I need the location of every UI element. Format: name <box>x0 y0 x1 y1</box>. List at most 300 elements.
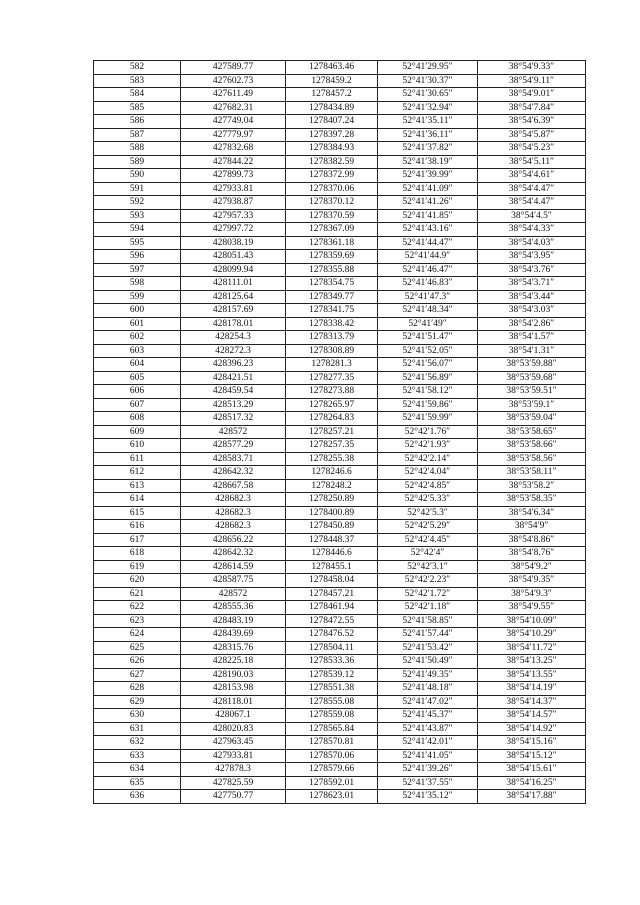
latitude-cell: 52°41′41.85″ <box>378 209 478 223</box>
longitude-cell: 38°54′6.39″ <box>478 115 586 129</box>
latitude-cell: 52°41′32.94″ <box>378 101 478 115</box>
x-coordinate-cell: 428682.3 <box>181 506 286 520</box>
point-number-cell: 600 <box>94 304 181 318</box>
table-row <box>94 142 586 156</box>
latitude-cell: 52°41′47.3″ <box>378 290 478 304</box>
latitude-cell: 52°42′1.76″ <box>378 425 478 439</box>
x-coordinate-cell: 428038.19 <box>181 236 286 250</box>
longitude-cell: 38°54′15.12″ <box>478 749 586 763</box>
table-row <box>94 614 586 628</box>
table-row <box>94 601 586 615</box>
longitude-cell: 38°54′16.25″ <box>478 776 586 790</box>
longitude-cell: 38°54′11.72″ <box>478 641 586 655</box>
x-coordinate-cell: 428153.98 <box>181 682 286 696</box>
table-row <box>94 61 586 75</box>
y-coordinate-cell: 1278472.55 <box>286 614 378 628</box>
latitude-cell: 52°41′44.47″ <box>378 236 478 250</box>
x-coordinate-cell: 428642.32 <box>181 547 286 561</box>
point-number-cell: 584 <box>94 88 181 102</box>
latitude-cell: 52°41′44.9″ <box>378 250 478 264</box>
y-coordinate-cell: 1278539.12 <box>286 668 378 682</box>
longitude-cell: 38°54′9.2″ <box>478 560 586 574</box>
longitude-cell: 38°54′15.61″ <box>478 763 586 777</box>
latitude-cell: 52°41′48.18″ <box>378 682 478 696</box>
x-coordinate-cell: 428118.01 <box>181 695 286 709</box>
table-row <box>94 547 586 561</box>
point-number-cell: 591 <box>94 182 181 196</box>
table-row <box>94 560 586 574</box>
y-coordinate-cell: 1278592.01 <box>286 776 378 790</box>
y-coordinate-cell: 1278349.77 <box>286 290 378 304</box>
latitude-cell: 52°41′41.05″ <box>378 749 478 763</box>
latitude-cell: 52°42′4″ <box>378 547 478 561</box>
y-coordinate-cell: 1278397.28 <box>286 128 378 142</box>
table-row <box>94 736 586 750</box>
longitude-cell: 38°54′10.29″ <box>478 628 586 642</box>
longitude-cell: 38°54′2.86″ <box>478 317 586 331</box>
table-row <box>94 722 586 736</box>
table-row <box>94 709 586 723</box>
latitude-cell: 52°41′56.07″ <box>378 358 478 372</box>
point-number-cell: 636 <box>94 790 181 804</box>
longitude-cell: 38°54′9.35″ <box>478 574 586 588</box>
longitude-cell: 38°54′3.03″ <box>478 304 586 318</box>
y-coordinate-cell: 1278458.04 <box>286 574 378 588</box>
longitude-cell: 38°54′14.57″ <box>478 709 586 723</box>
latitude-cell: 52°41′48.34″ <box>378 304 478 318</box>
x-coordinate-cell: 427825.59 <box>181 776 286 790</box>
latitude-cell: 52°41′37.82″ <box>378 142 478 156</box>
y-coordinate-cell: 1278450.89 <box>286 520 378 534</box>
latitude-cell: 52°41′30.37″ <box>378 74 478 88</box>
x-coordinate-cell: 427602.73 <box>181 74 286 88</box>
x-coordinate-cell: 427938.87 <box>181 196 286 210</box>
longitude-cell: 38°54′9.01″ <box>478 88 586 102</box>
longitude-cell: 38°53′59.1″ <box>478 398 586 412</box>
point-number-cell: 595 <box>94 236 181 250</box>
longitude-cell: 38°54′8.86″ <box>478 533 586 547</box>
y-coordinate-cell: 1278359.69 <box>286 250 378 264</box>
table-row <box>94 223 586 237</box>
table-row <box>94 128 586 142</box>
longitude-cell: 38°53′58.35″ <box>478 493 586 507</box>
latitude-cell: 52°41′29.95″ <box>378 61 478 75</box>
table-row <box>94 412 586 426</box>
longitude-cell: 38°54′8.76″ <box>478 547 586 561</box>
latitude-cell: 52°41′39.26″ <box>378 763 478 777</box>
x-coordinate-cell: 427899.73 <box>181 169 286 183</box>
y-coordinate-cell: 1278400.89 <box>286 506 378 520</box>
table-row <box>94 236 586 250</box>
point-number-cell: 599 <box>94 290 181 304</box>
table-row <box>94 304 586 318</box>
longitude-cell: 38°54′13.55″ <box>478 668 586 682</box>
table-row <box>94 439 586 453</box>
point-number-cell: 632 <box>94 736 181 750</box>
point-number-cell: 604 <box>94 358 181 372</box>
table-row <box>94 263 586 277</box>
table-row <box>94 587 586 601</box>
longitude-cell: 38°54′9.11″ <box>478 74 586 88</box>
x-coordinate-cell: 427997.72 <box>181 223 286 237</box>
latitude-cell: 52°41′58.85″ <box>378 614 478 628</box>
x-coordinate-cell: 428157.69 <box>181 304 286 318</box>
x-coordinate-cell: 428439.69 <box>181 628 286 642</box>
x-coordinate-cell: 427750.77 <box>181 790 286 804</box>
latitude-cell: 52°41′43.87″ <box>378 722 478 736</box>
table-row <box>94 479 586 493</box>
table-row <box>94 155 586 169</box>
longitude-cell: 38°53′59.51″ <box>478 385 586 399</box>
table-row <box>94 290 586 304</box>
y-coordinate-cell: 1278623.01 <box>286 790 378 804</box>
point-number-cell: 621 <box>94 587 181 601</box>
y-coordinate-cell: 1278372.99 <box>286 169 378 183</box>
longitude-cell: 38°54′3.76″ <box>478 263 586 277</box>
latitude-cell: 52°41′46.47″ <box>378 263 478 277</box>
point-number-cell: 607 <box>94 398 181 412</box>
point-number-cell: 613 <box>94 479 181 493</box>
x-coordinate-cell: 427957.33 <box>181 209 286 223</box>
longitude-cell: 38°54′17.88″ <box>478 790 586 804</box>
latitude-cell: 52°41′45.37″ <box>378 709 478 723</box>
table-row <box>94 196 586 210</box>
longitude-cell: 38°54′5.87″ <box>478 128 586 142</box>
y-coordinate-cell: 1278248.2 <box>286 479 378 493</box>
longitude-cell: 38°54′3.95″ <box>478 250 586 264</box>
table-row <box>94 331 586 345</box>
latitude-cell: 52°42′4.04″ <box>378 466 478 480</box>
x-coordinate-cell: 428587.75 <box>181 574 286 588</box>
table-row <box>94 277 586 291</box>
table-row <box>94 749 586 763</box>
longitude-cell: 38°53′58.11″ <box>478 466 586 480</box>
longitude-cell: 38°54′9.33″ <box>478 61 586 75</box>
x-coordinate-cell: 428396.23 <box>181 358 286 372</box>
y-coordinate-cell: 1278338.42 <box>286 317 378 331</box>
latitude-cell: 52°41′57.44″ <box>378 628 478 642</box>
y-coordinate-cell: 1278273.88 <box>286 385 378 399</box>
table-row <box>94 628 586 642</box>
y-coordinate-cell: 1278570.06 <box>286 749 378 763</box>
y-coordinate-cell: 1278459.2 <box>286 74 378 88</box>
y-coordinate-cell: 1278370.59 <box>286 209 378 223</box>
x-coordinate-cell: 428099.94 <box>181 263 286 277</box>
table-row <box>94 317 586 331</box>
table-row <box>94 466 586 480</box>
longitude-cell: 38°53′58.56″ <box>478 452 586 466</box>
y-coordinate-cell: 1278257.35 <box>286 439 378 453</box>
point-number-cell: 617 <box>94 533 181 547</box>
x-coordinate-cell: 428272.3 <box>181 344 286 358</box>
latitude-cell: 52°42′1.18″ <box>378 601 478 615</box>
latitude-cell: 52°42′5.29″ <box>378 520 478 534</box>
y-coordinate-cell: 1278370.12 <box>286 196 378 210</box>
latitude-cell: 52°41′52.05″ <box>378 344 478 358</box>
longitude-cell: 38°53′59.68″ <box>478 371 586 385</box>
longitude-cell: 38°54′4.47″ <box>478 196 586 210</box>
x-coordinate-cell: 428315.76 <box>181 641 286 655</box>
y-coordinate-cell: 1278281.3 <box>286 358 378 372</box>
coordinates-table <box>93 60 586 804</box>
table-row <box>94 668 586 682</box>
y-coordinate-cell: 1278277.35 <box>286 371 378 385</box>
point-number-cell: 629 <box>94 695 181 709</box>
point-number-cell: 597 <box>94 263 181 277</box>
x-coordinate-cell: 428254.3 <box>181 331 286 345</box>
y-coordinate-cell: 1278446.6 <box>286 547 378 561</box>
point-number-cell: 593 <box>94 209 181 223</box>
x-coordinate-cell: 428051.43 <box>181 250 286 264</box>
y-coordinate-cell: 1278355.88 <box>286 263 378 277</box>
x-coordinate-cell: 428572 <box>181 587 286 601</box>
latitude-cell: 52°41′53.42″ <box>378 641 478 655</box>
point-number-cell: 605 <box>94 371 181 385</box>
latitude-cell: 52°41′41.09″ <box>378 182 478 196</box>
x-coordinate-cell: 427844.22 <box>181 155 286 169</box>
y-coordinate-cell: 1278448.37 <box>286 533 378 547</box>
y-coordinate-cell: 1278361.18 <box>286 236 378 250</box>
x-coordinate-cell: 428483.19 <box>181 614 286 628</box>
longitude-cell: 38°54′4.03″ <box>478 236 586 250</box>
y-coordinate-cell: 1278533.36 <box>286 655 378 669</box>
point-number-cell: 614 <box>94 493 181 507</box>
latitude-cell: 52°41′35.12″ <box>378 790 478 804</box>
point-number-cell: 598 <box>94 277 181 291</box>
x-coordinate-cell: 428583.71 <box>181 452 286 466</box>
longitude-cell: 38°54′14.19″ <box>478 682 586 696</box>
longitude-cell: 38°54′14.92″ <box>478 722 586 736</box>
longitude-cell: 38°54′10.09″ <box>478 614 586 628</box>
table-row <box>94 506 586 520</box>
y-coordinate-cell: 1278308.89 <box>286 344 378 358</box>
longitude-cell: 38°54′9.55″ <box>478 601 586 615</box>
y-coordinate-cell: 1278354.75 <box>286 277 378 291</box>
x-coordinate-cell: 428577.29 <box>181 439 286 453</box>
latitude-cell: 52°42′1.72″ <box>378 587 478 601</box>
x-coordinate-cell: 428020.83 <box>181 722 286 736</box>
point-number-cell: 606 <box>94 385 181 399</box>
y-coordinate-cell: 1278250.89 <box>286 493 378 507</box>
longitude-cell: 38°54′1.31″ <box>478 344 586 358</box>
table-row <box>94 452 586 466</box>
longitude-cell: 38°53′59.04″ <box>478 412 586 426</box>
y-coordinate-cell: 1278551.38 <box>286 682 378 696</box>
table-row <box>94 425 586 439</box>
longitude-cell: 38°54′3.44″ <box>478 290 586 304</box>
table-row <box>94 115 586 129</box>
latitude-cell: 52°42′4.85″ <box>378 479 478 493</box>
latitude-cell: 52°41′59.86″ <box>378 398 478 412</box>
table-row <box>94 493 586 507</box>
point-number-cell: 582 <box>94 61 181 75</box>
point-number-cell: 623 <box>94 614 181 628</box>
point-number-cell: 625 <box>94 641 181 655</box>
y-coordinate-cell: 1278579.66 <box>286 763 378 777</box>
latitude-cell: 52°41′51.47″ <box>378 331 478 345</box>
x-coordinate-cell: 428067.1 <box>181 709 286 723</box>
x-coordinate-cell: 427832.68 <box>181 142 286 156</box>
y-coordinate-cell: 1278455.1 <box>286 560 378 574</box>
point-number-cell: 627 <box>94 668 181 682</box>
table-row <box>94 574 586 588</box>
point-number-cell: 594 <box>94 223 181 237</box>
point-number-cell: 635 <box>94 776 181 790</box>
point-number-cell: 618 <box>94 547 181 561</box>
y-coordinate-cell: 1278255.38 <box>286 452 378 466</box>
y-coordinate-cell: 1278565.84 <box>286 722 378 736</box>
table-row <box>94 209 586 223</box>
point-number-cell: 630 <box>94 709 181 723</box>
y-coordinate-cell: 1278370.06 <box>286 182 378 196</box>
longitude-cell: 38°54′4.61″ <box>478 169 586 183</box>
y-coordinate-cell: 1278504.11 <box>286 641 378 655</box>
table-row <box>94 101 586 115</box>
table-row <box>94 182 586 196</box>
x-coordinate-cell: 428225.18 <box>181 655 286 669</box>
point-number-cell: 602 <box>94 331 181 345</box>
point-number-cell: 612 <box>94 466 181 480</box>
table-row <box>94 790 586 804</box>
point-number-cell: 592 <box>94 196 181 210</box>
x-coordinate-cell: 428111.01 <box>181 277 286 291</box>
latitude-cell: 52°41′37.55″ <box>378 776 478 790</box>
latitude-cell: 52°42′2.14″ <box>378 452 478 466</box>
table-row <box>94 641 586 655</box>
x-coordinate-cell: 428572 <box>181 425 286 439</box>
y-coordinate-cell: 1278457.2 <box>286 88 378 102</box>
longitude-cell: 38°53′59.88″ <box>478 358 586 372</box>
point-number-cell: 601 <box>94 317 181 331</box>
longitude-cell: 38°54′7.84″ <box>478 101 586 115</box>
table-row <box>94 371 586 385</box>
longitude-cell: 38°54′6.34″ <box>478 506 586 520</box>
y-coordinate-cell: 1278313.79 <box>286 331 378 345</box>
coordinates-table-body <box>94 61 586 804</box>
x-coordinate-cell: 428190.03 <box>181 668 286 682</box>
point-number-cell: 603 <box>94 344 181 358</box>
point-number-cell: 611 <box>94 452 181 466</box>
table-row <box>94 398 586 412</box>
point-number-cell: 615 <box>94 506 181 520</box>
x-coordinate-cell: 428555.36 <box>181 601 286 615</box>
table-row <box>94 344 586 358</box>
x-coordinate-cell: 428682.3 <box>181 520 286 534</box>
point-number-cell: 628 <box>94 682 181 696</box>
latitude-cell: 52°41′43.16″ <box>378 223 478 237</box>
table-row <box>94 533 586 547</box>
point-number-cell: 609 <box>94 425 181 439</box>
point-number-cell: 622 <box>94 601 181 615</box>
x-coordinate-cell: 428178.01 <box>181 317 286 331</box>
x-coordinate-cell: 428682.3 <box>181 493 286 507</box>
x-coordinate-cell: 428656.22 <box>181 533 286 547</box>
latitude-cell: 52°41′49″ <box>378 317 478 331</box>
point-number-cell: 631 <box>94 722 181 736</box>
latitude-cell: 52°41′50.49″ <box>378 655 478 669</box>
point-number-cell: 624 <box>94 628 181 642</box>
table-row <box>94 88 586 102</box>
table-row <box>94 682 586 696</box>
x-coordinate-cell: 428642.32 <box>181 466 286 480</box>
x-coordinate-cell: 427933.81 <box>181 749 286 763</box>
y-coordinate-cell: 1278555.08 <box>286 695 378 709</box>
latitude-cell: 52°41′49.35″ <box>378 668 478 682</box>
latitude-cell: 52°41′39.99″ <box>378 169 478 183</box>
latitude-cell: 52°42′3.1″ <box>378 560 478 574</box>
x-coordinate-cell: 427963.45 <box>181 736 286 750</box>
x-coordinate-cell: 428614.59 <box>181 560 286 574</box>
y-coordinate-cell: 1278264.83 <box>286 412 378 426</box>
y-coordinate-cell: 1278265.97 <box>286 398 378 412</box>
longitude-cell: 38°54′4.5″ <box>478 209 586 223</box>
table-row <box>94 169 586 183</box>
longitude-cell: 38°53′58.66″ <box>478 439 586 453</box>
y-coordinate-cell: 1278246.6 <box>286 466 378 480</box>
point-number-cell: 585 <box>94 101 181 115</box>
x-coordinate-cell: 427933.81 <box>181 182 286 196</box>
x-coordinate-cell: 428667.58 <box>181 479 286 493</box>
longitude-cell: 38°54′3.71″ <box>478 277 586 291</box>
y-coordinate-cell: 1278461.94 <box>286 601 378 615</box>
latitude-cell: 52°41′47.02″ <box>378 695 478 709</box>
y-coordinate-cell: 1278570.81 <box>286 736 378 750</box>
latitude-cell: 52°42′5.3″ <box>378 506 478 520</box>
x-coordinate-cell: 427589.77 <box>181 61 286 75</box>
y-coordinate-cell: 1278463.46 <box>286 61 378 75</box>
y-coordinate-cell: 1278367.09 <box>286 223 378 237</box>
point-number-cell: 589 <box>94 155 181 169</box>
longitude-cell: 38°54′4.33″ <box>478 223 586 237</box>
x-coordinate-cell: 428125.64 <box>181 290 286 304</box>
x-coordinate-cell: 427878.3 <box>181 763 286 777</box>
point-number-cell: 608 <box>94 412 181 426</box>
y-coordinate-cell: 1278457.21 <box>286 587 378 601</box>
x-coordinate-cell: 428513.29 <box>181 398 286 412</box>
longitude-cell: 38°54′9″ <box>478 520 586 534</box>
point-number-cell: 590 <box>94 169 181 183</box>
latitude-cell: 52°42′4.45″ <box>378 533 478 547</box>
point-number-cell: 633 <box>94 749 181 763</box>
y-coordinate-cell: 1278476.52 <box>286 628 378 642</box>
y-coordinate-cell: 1278341.75 <box>286 304 378 318</box>
x-coordinate-cell: 427611.49 <box>181 88 286 102</box>
x-coordinate-cell: 428459.54 <box>181 385 286 399</box>
point-number-cell: 610 <box>94 439 181 453</box>
y-coordinate-cell: 1278382.59 <box>286 155 378 169</box>
longitude-cell: 38°54′15.16″ <box>478 736 586 750</box>
table-row <box>94 358 586 372</box>
x-coordinate-cell: 428421.51 <box>181 371 286 385</box>
latitude-cell: 52°42′5.33″ <box>378 493 478 507</box>
table-row <box>94 695 586 709</box>
y-coordinate-cell: 1278559.08 <box>286 709 378 723</box>
point-number-cell: 587 <box>94 128 181 142</box>
table-row <box>94 655 586 669</box>
point-number-cell: 626 <box>94 655 181 669</box>
longitude-cell: 38°54′1.57″ <box>478 331 586 345</box>
longitude-cell: 38°54′5.23″ <box>478 142 586 156</box>
latitude-cell: 52°41′38.19″ <box>378 155 478 169</box>
latitude-cell: 52°41′41.26″ <box>378 196 478 210</box>
latitude-cell: 52°41′30.65″ <box>378 88 478 102</box>
latitude-cell: 52°41′46.83″ <box>378 277 478 291</box>
x-coordinate-cell: 427682.31 <box>181 101 286 115</box>
x-coordinate-cell: 427779.97 <box>181 128 286 142</box>
latitude-cell: 52°41′42.01″ <box>378 736 478 750</box>
point-number-cell: 616 <box>94 520 181 534</box>
x-coordinate-cell: 428517.32 <box>181 412 286 426</box>
